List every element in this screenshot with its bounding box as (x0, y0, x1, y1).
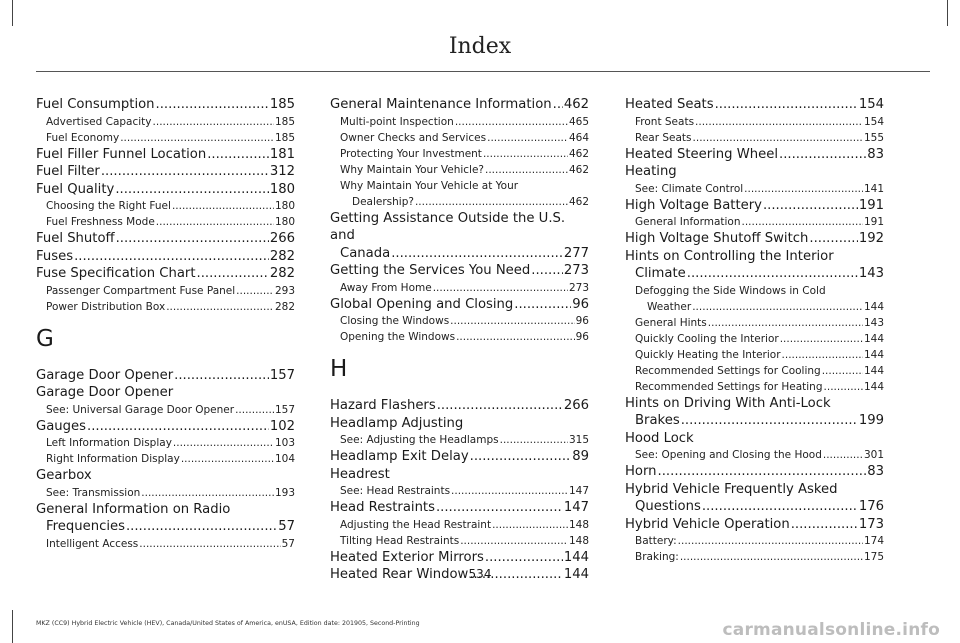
entry-page-number: 154 (863, 115, 884, 128)
entry-label: General Information (635, 216, 741, 228)
entry-label: Fuse Specification Chart (36, 266, 196, 281)
index-entry (36, 146, 295, 164)
index-subentry (625, 214, 884, 230)
entry-label: Hybrid Vehicle Operation (625, 516, 790, 532)
entry-label: Questions (635, 499, 701, 514)
dot-leader (437, 397, 563, 415)
entry-page-number: 312 (269, 164, 295, 179)
index-entry (36, 265, 295, 283)
index-subentry (625, 347, 884, 363)
index-entry (625, 146, 884, 164)
entry-label: Choosing the Right Fuel (46, 200, 171, 212)
dot-leader (433, 280, 568, 296)
dot-leader (174, 367, 269, 385)
dot-leader (485, 162, 568, 178)
index-heading: Gearbox (36, 468, 92, 483)
index-heading: Headlamp Adjusting (330, 415, 464, 431)
dot-leader (87, 418, 269, 436)
entry-label: Head Restraints (330, 500, 435, 515)
index-subentry (625, 379, 884, 395)
entry-label: Brakes (635, 413, 680, 428)
entry-page-number: 462 (568, 163, 589, 176)
entry-label: Battery: (635, 535, 677, 547)
dot-leader (702, 498, 858, 516)
index-heading: Hints on Driving With Anti-Lock (625, 395, 831, 411)
entry-label: Global Opening and Closing (330, 296, 514, 312)
index-subentry (625, 533, 884, 549)
dot-leader (141, 485, 274, 501)
dot-leader (823, 447, 863, 463)
entry-page-number: 141 (863, 182, 884, 195)
entry-label: Garage Door Opener (36, 367, 174, 383)
index-subentry (625, 114, 884, 130)
index-entry (36, 367, 295, 385)
entry-label: Heated Rear Window (330, 567, 469, 582)
dot-leader (791, 516, 858, 534)
dot-leader (456, 329, 575, 345)
dot-leader (742, 214, 863, 230)
entry-label: See: Adjusting the Headlamps (340, 434, 499, 446)
entry-label: See: Transmission (46, 486, 141, 499)
entry-page-number: 180 (274, 216, 295, 228)
entry-label: General Maintenance Information (330, 97, 552, 112)
index-heading: Hybrid Vehicle Frequently Asked (625, 481, 838, 497)
index-subentry (36, 402, 295, 418)
index-subentry (625, 447, 884, 463)
index-subentry (36, 451, 295, 467)
dot-leader (678, 533, 863, 549)
entry-page-number: 293 (274, 284, 295, 297)
entry-page-number: 144 (863, 348, 884, 361)
entry-label: Away From Home (340, 281, 432, 294)
dot-leader (485, 549, 563, 567)
index-subentry (625, 331, 884, 347)
entry-page-number: 144 (863, 380, 884, 393)
dot-leader (692, 299, 863, 315)
dot-leader (236, 283, 274, 299)
entry-page-number: 176 (858, 499, 884, 514)
dot-leader (450, 313, 574, 329)
index-subentry (330, 146, 589, 162)
index-entry (330, 499, 589, 517)
dot-leader (207, 146, 269, 164)
entry-page-number: 282 (269, 266, 295, 281)
entry-label: Fuses (36, 248, 74, 264)
entry-page-number: 185 (274, 115, 295, 128)
dot-leader (782, 347, 863, 363)
dot-leader (487, 130, 568, 146)
entry-page-number: 96 (575, 331, 589, 343)
entry-label: Left Information Display (46, 437, 172, 449)
dot-leader (156, 96, 269, 114)
entry-page-number: 192 (858, 231, 884, 246)
page-number: 534 (468, 567, 492, 581)
index-entry (330, 296, 589, 314)
entry-page-number: 83 (867, 146, 884, 162)
entry-label: Dealership? (352, 195, 414, 208)
entry-label: See: Opening and Closing the Hood (635, 449, 822, 461)
entry-label: Owner Checks and Services (340, 131, 487, 144)
entry-label: Multi-point Inspection (340, 115, 454, 128)
entry-label: Fuel Freshness Mode (46, 216, 155, 228)
index-subentry (625, 315, 884, 331)
dot-leader (115, 181, 269, 199)
entry-label: Frequencies (46, 519, 125, 534)
entry-page-number: 102 (269, 418, 295, 434)
index-subentry (330, 483, 589, 499)
dot-leader (197, 265, 269, 283)
entry-page-number: 174 (863, 535, 884, 547)
dot-leader (74, 248, 269, 266)
entry-label: Power Distribution Box (46, 300, 166, 313)
entry-page-number: 83 (867, 464, 884, 479)
index-entry (36, 230, 295, 248)
entry-label: Gauges (36, 418, 87, 434)
entry-label: Horn (625, 464, 657, 479)
dot-leader (116, 230, 269, 248)
entry-label: Opening the Windows (340, 331, 456, 343)
entry-page-number: 143 (858, 266, 884, 281)
dot-leader (695, 114, 863, 130)
index-entry (625, 265, 884, 283)
index-subentry (330, 130, 589, 146)
entry-label: Fuel Filler Funnel Location (36, 146, 207, 162)
entry-page-number: 89 (572, 449, 589, 464)
entry-page-number: 154 (858, 97, 884, 112)
index-subentry (625, 299, 884, 315)
entry-label: See: Climate Control (635, 182, 744, 195)
entry-page-number: 155 (863, 131, 884, 144)
index-subentry (36, 114, 295, 130)
index-entry (330, 262, 589, 280)
index-entry (625, 96, 884, 114)
index-subentry (330, 194, 589, 210)
dot-leader (166, 299, 274, 315)
dot-leader (173, 435, 274, 451)
index-entry (36, 518, 295, 536)
index-subentry (330, 533, 589, 549)
index-subentry (330, 517, 589, 533)
dot-leader (181, 451, 274, 467)
entry-label: Heated Exterior Mirrors (330, 549, 484, 565)
entry-page-number: 175 (863, 551, 884, 563)
entry-page-number: 144 (863, 332, 884, 345)
entry-label: Braking: (635, 551, 679, 563)
entry-page-number: 462 (568, 195, 589, 208)
entry-label: Passenger Compartment Fuse Panel (46, 284, 236, 297)
dot-leader (172, 198, 274, 214)
index-subentry (330, 114, 589, 130)
index-heading: Getting Assistance Outside the U.S. and (330, 210, 566, 243)
entry-page-number: 57 (281, 537, 295, 550)
dot-leader (779, 146, 866, 164)
entry-page-number: 147 (563, 500, 589, 515)
entry-page-number: 144 (563, 549, 589, 565)
dot-leader (744, 181, 863, 197)
entry-label: Adjusting the Head Restraint (340, 518, 492, 531)
index-subentry (36, 130, 295, 146)
entry-page-number: 301 (863, 449, 884, 461)
dot-leader (451, 483, 568, 499)
index-heading: Garage Door Opener (36, 385, 174, 400)
entry-page-number: 185 (274, 131, 295, 144)
entry-label: Quickly Cooling the Interior (635, 332, 779, 345)
entry-label: General Hints (635, 316, 707, 329)
index-heading: Headrest (330, 466, 390, 482)
dot-leader (470, 448, 572, 466)
footer-edition-info: MKZ (CC9) Hybrid Electric Vehicle (HEV), Canada/United States of America, enUSA, Edition date: 201905, Second-Printing (36, 620, 420, 627)
entry-page-number: 282 (274, 300, 295, 313)
entry-label: Heated Seats (625, 97, 714, 112)
entry-label: Intelligent Access (46, 537, 139, 550)
watermark-logo: carmanualsonline.info (722, 620, 940, 640)
index-subentry (330, 432, 589, 448)
entry-page-number: 147 (568, 485, 589, 497)
index-heading: Hints on Controlling the Interior (625, 248, 834, 264)
index-subentry (330, 162, 589, 178)
entry-page-number: 144 (863, 300, 884, 313)
entry-label: Fuel Shutoff (36, 231, 115, 246)
dot-leader (553, 96, 563, 114)
index-subentry (36, 435, 295, 451)
index-entry (36, 248, 295, 266)
entry-page-number: 199 (858, 413, 884, 428)
entry-page-number: 143 (863, 316, 884, 329)
index-entry (625, 197, 884, 215)
dot-leader (514, 296, 571, 314)
index-subheading: Why Maintain Your Vehicle at Your (340, 179, 519, 192)
entry-label: Getting the Services You Need (330, 263, 531, 278)
entry-page-number: 185 (269, 97, 295, 112)
entry-label: Recommended Settings for Heating (635, 380, 823, 393)
index-heading: Hood Lock (625, 430, 694, 446)
index-entry (625, 412, 884, 430)
index-subheading: Defogging the Side Windows in Cold (635, 284, 826, 297)
entry-page-number: 462 (563, 97, 589, 112)
crop-mark-top-right-v (947, 0, 948, 26)
dot-leader (460, 533, 568, 549)
dot-leader (126, 518, 277, 536)
entry-label: Fuel Consumption (36, 97, 155, 112)
dot-leader (780, 331, 863, 347)
dot-leader (822, 363, 863, 379)
index-entry (625, 230, 884, 248)
dot-leader (153, 114, 274, 130)
entry-label: Protecting Your Investment (340, 147, 482, 160)
dot-leader (763, 197, 858, 215)
dot-leader (483, 146, 568, 162)
index-subentry (625, 549, 884, 565)
entry-label: High Voltage Battery (625, 197, 762, 213)
entry-label: Canada (340, 245, 391, 261)
index-subentry (330, 280, 589, 296)
index-subentry (36, 299, 295, 315)
entry-page-number: 144 (563, 567, 589, 582)
entry-label: Heated Steering Wheel (625, 146, 779, 162)
crop-mark-bottom-left-v (12, 610, 13, 643)
index-entry (36, 96, 295, 114)
dot-leader (391, 245, 563, 263)
dot-leader (531, 262, 563, 280)
entry-label: Closing the Windows (340, 315, 450, 327)
entry-page-number: 148 (568, 534, 589, 547)
index-entry (625, 498, 884, 516)
entry-page-number: 273 (563, 263, 589, 278)
entry-page-number: 180 (274, 200, 295, 212)
dot-leader (681, 412, 858, 430)
entry-label: Front Seats (635, 115, 695, 128)
entry-page-number: 266 (269, 231, 295, 246)
dot-leader (235, 402, 274, 418)
index-section-letter: G (36, 325, 54, 352)
entry-page-number: 157 (274, 403, 295, 416)
index-entry (36, 418, 295, 436)
index-entry (330, 448, 589, 466)
entry-page-number: 282 (269, 248, 295, 264)
index-section-letter: H (330, 356, 348, 382)
index-subentry (625, 181, 884, 197)
dot-leader (156, 214, 274, 230)
dot-leader (492, 517, 568, 533)
entry-label: Why Maintain Your Vehicle? (340, 163, 484, 176)
dot-leader (824, 379, 863, 395)
entry-page-number: 148 (568, 518, 589, 531)
index-entry (625, 463, 884, 481)
dot-leader (658, 463, 867, 481)
entry-label: Rear Seats (635, 131, 692, 144)
dot-leader (809, 230, 857, 248)
dot-leader (415, 194, 568, 210)
entry-page-number: 96 (575, 315, 589, 327)
entry-label: Fuel Economy (46, 131, 120, 144)
index-column-3 (625, 96, 884, 565)
entry-page-number: 57 (278, 519, 295, 534)
index-entry (330, 245, 589, 263)
entry-label: Fuel Quality (36, 181, 115, 197)
entry-label: Weather (647, 300, 692, 313)
dot-leader (708, 315, 863, 331)
index-subentry (625, 130, 884, 146)
dot-leader (680, 549, 863, 565)
index-entry (36, 181, 295, 199)
index-subentry (36, 536, 295, 552)
entry-page-number: 181 (269, 146, 295, 162)
dot-leader (500, 432, 568, 448)
entry-page-number: 266 (563, 398, 589, 413)
index-column-1 (36, 96, 295, 552)
dot-leader (120, 130, 274, 146)
index-heading: Heating (625, 164, 677, 179)
entry-page-number: 157 (269, 367, 295, 383)
entry-page-number: 315 (568, 434, 589, 446)
entry-page-number: 180 (269, 181, 295, 197)
index-entry (330, 549, 589, 567)
index-entry (330, 96, 589, 114)
dot-leader (139, 536, 280, 552)
entry-page-number: 465 (568, 115, 589, 128)
index-entry (330, 397, 589, 415)
header-divider (36, 71, 930, 72)
index-column-2 (330, 96, 589, 584)
index-entry (625, 516, 884, 534)
dot-leader (101, 163, 269, 181)
index-heading: General Information on Radio (36, 501, 231, 517)
entry-page-number: 103 (274, 437, 295, 449)
entry-page-number: 191 (858, 197, 884, 213)
entry-label: See: Head Restraints (340, 485, 451, 497)
index-subentry (330, 313, 589, 329)
entry-label: Recommended Settings for Cooling (635, 364, 821, 377)
index-subentry (36, 198, 295, 214)
dot-leader (687, 265, 858, 283)
entry-label: Advertised Capacity (46, 115, 152, 128)
entry-page-number: 273 (568, 281, 589, 294)
entry-page-number: 464 (568, 131, 589, 144)
entry-page-number: 277 (563, 245, 589, 261)
index-subentry (625, 363, 884, 379)
entry-page-number: 96 (572, 296, 589, 312)
index-subentry (36, 214, 295, 230)
entry-label: Hazard Flashers (330, 398, 436, 413)
entry-label: High Voltage Shutoff Switch (625, 231, 809, 246)
entry-page-number: 193 (274, 486, 295, 499)
entry-label: Climate (635, 266, 686, 281)
entry-page-number: 173 (858, 516, 884, 532)
entry-label: Fuel Filter (36, 164, 100, 179)
entry-page-number: 462 (568, 147, 589, 160)
entry-label: Tilting Head Restraints (340, 534, 460, 547)
dot-leader (455, 114, 568, 130)
index-subentry (36, 283, 295, 299)
index-entry (36, 163, 295, 181)
entry-label: Headlamp Exit Delay (330, 449, 469, 464)
entry-label: Right Information Display (46, 453, 180, 465)
entry-label: Quickly Heating the Interior (635, 348, 781, 361)
dot-leader (436, 499, 563, 517)
dot-leader (693, 130, 863, 146)
entry-label: See: Universal Garage Door Opener (46, 403, 235, 416)
page-header-title: Index (448, 34, 512, 59)
entry-page-number: 144 (863, 364, 884, 377)
entry-page-number: 191 (863, 216, 884, 228)
crop-mark-top-left-v (12, 0, 13, 26)
entry-page-number: 104 (274, 453, 295, 465)
index-subentry (330, 329, 589, 345)
index-subentry (36, 485, 295, 501)
dot-leader (715, 96, 858, 114)
